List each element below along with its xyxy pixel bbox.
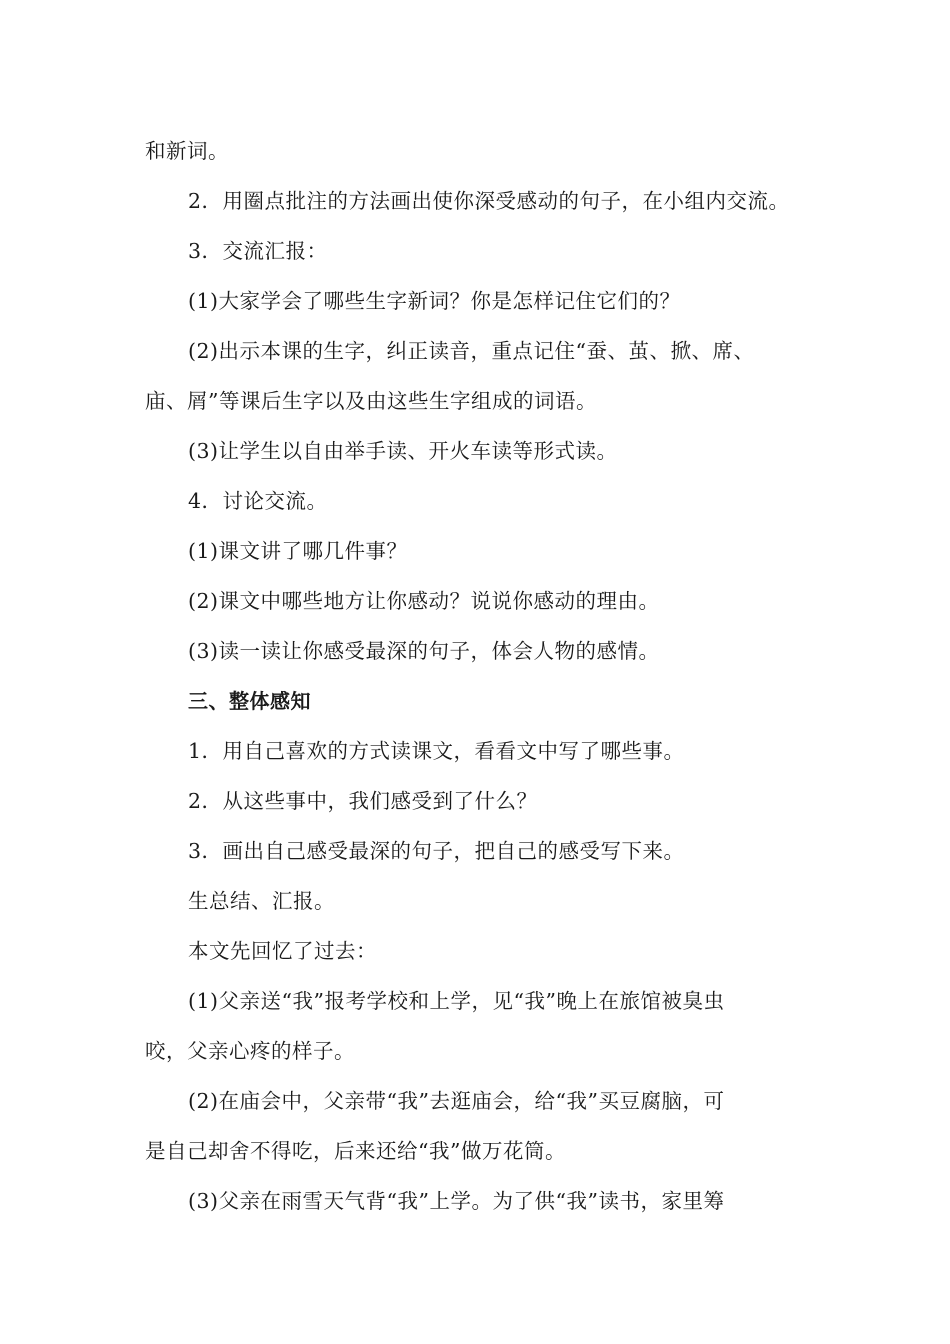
text-line-9: (1)课文讲了哪几件事？ (188, 539, 408, 563)
text-line-1: 和新词。 (145, 139, 229, 163)
text-line-18: (1)父亲送“我”报考学校和上学，见“我”晚上在旅馆被臭虫 (188, 989, 725, 1013)
text-line-22: (3)父亲在雨雪天气背“我”上学。为了供“我”读书，家里筹 (188, 1189, 725, 1213)
text-line-5: (2)出示本课的生字，纠正读音，重点记住“蚕、茧、掀、席、 (188, 339, 755, 363)
text-line-14: 2．从这些事中，我们感受到了什么？ (188, 789, 538, 813)
text-line-10: (2)课文中哪些地方让你感动？说说你感动的理由。 (188, 589, 660, 613)
text-line-6: 庙、屑”等课后生字以及由这些生字组成的词语。 (145, 389, 597, 413)
text-line-17: 本文先回忆了过去： (188, 939, 377, 963)
text-line-3: 3．交流汇报： (188, 239, 328, 263)
text-line-15: 3．画出自己感受最深的句子，把自己的感受写下来。 (188, 839, 685, 863)
section-heading: 三、整体感知 (188, 689, 311, 713)
text-line-19: 咬，父亲心疼的样子。 (145, 1039, 355, 1063)
text-line-4: (1)大家学会了哪些生字新词？你是怎样记住它们的？ (188, 289, 681, 313)
text-line-7: (3)让学生以自由举手读、开火车读等形式读。 (188, 439, 618, 463)
text-line-13: 1．用自己喜欢的方式读课文，看看文中写了哪些事。 (188, 739, 685, 763)
text-line-16: 生总结、汇报。 (188, 889, 335, 913)
text-line-21: 是自己却舍不得吃，后来还给“我”做万花筒。 (145, 1139, 566, 1163)
text-line-8: 4．讨论交流。 (188, 489, 328, 513)
text-line-20: (2)在庙会中，父亲带“我”去逛庙会，给“我”买豆腐脑，可 (188, 1089, 725, 1113)
text-line-11: (3)读一读让你感受最深的句子，体会人物的感情。 (188, 639, 660, 663)
text-line-2: 2．用圈点批注的方法画出使你深受感动的句子，在小组内交流。 (188, 189, 790, 213)
